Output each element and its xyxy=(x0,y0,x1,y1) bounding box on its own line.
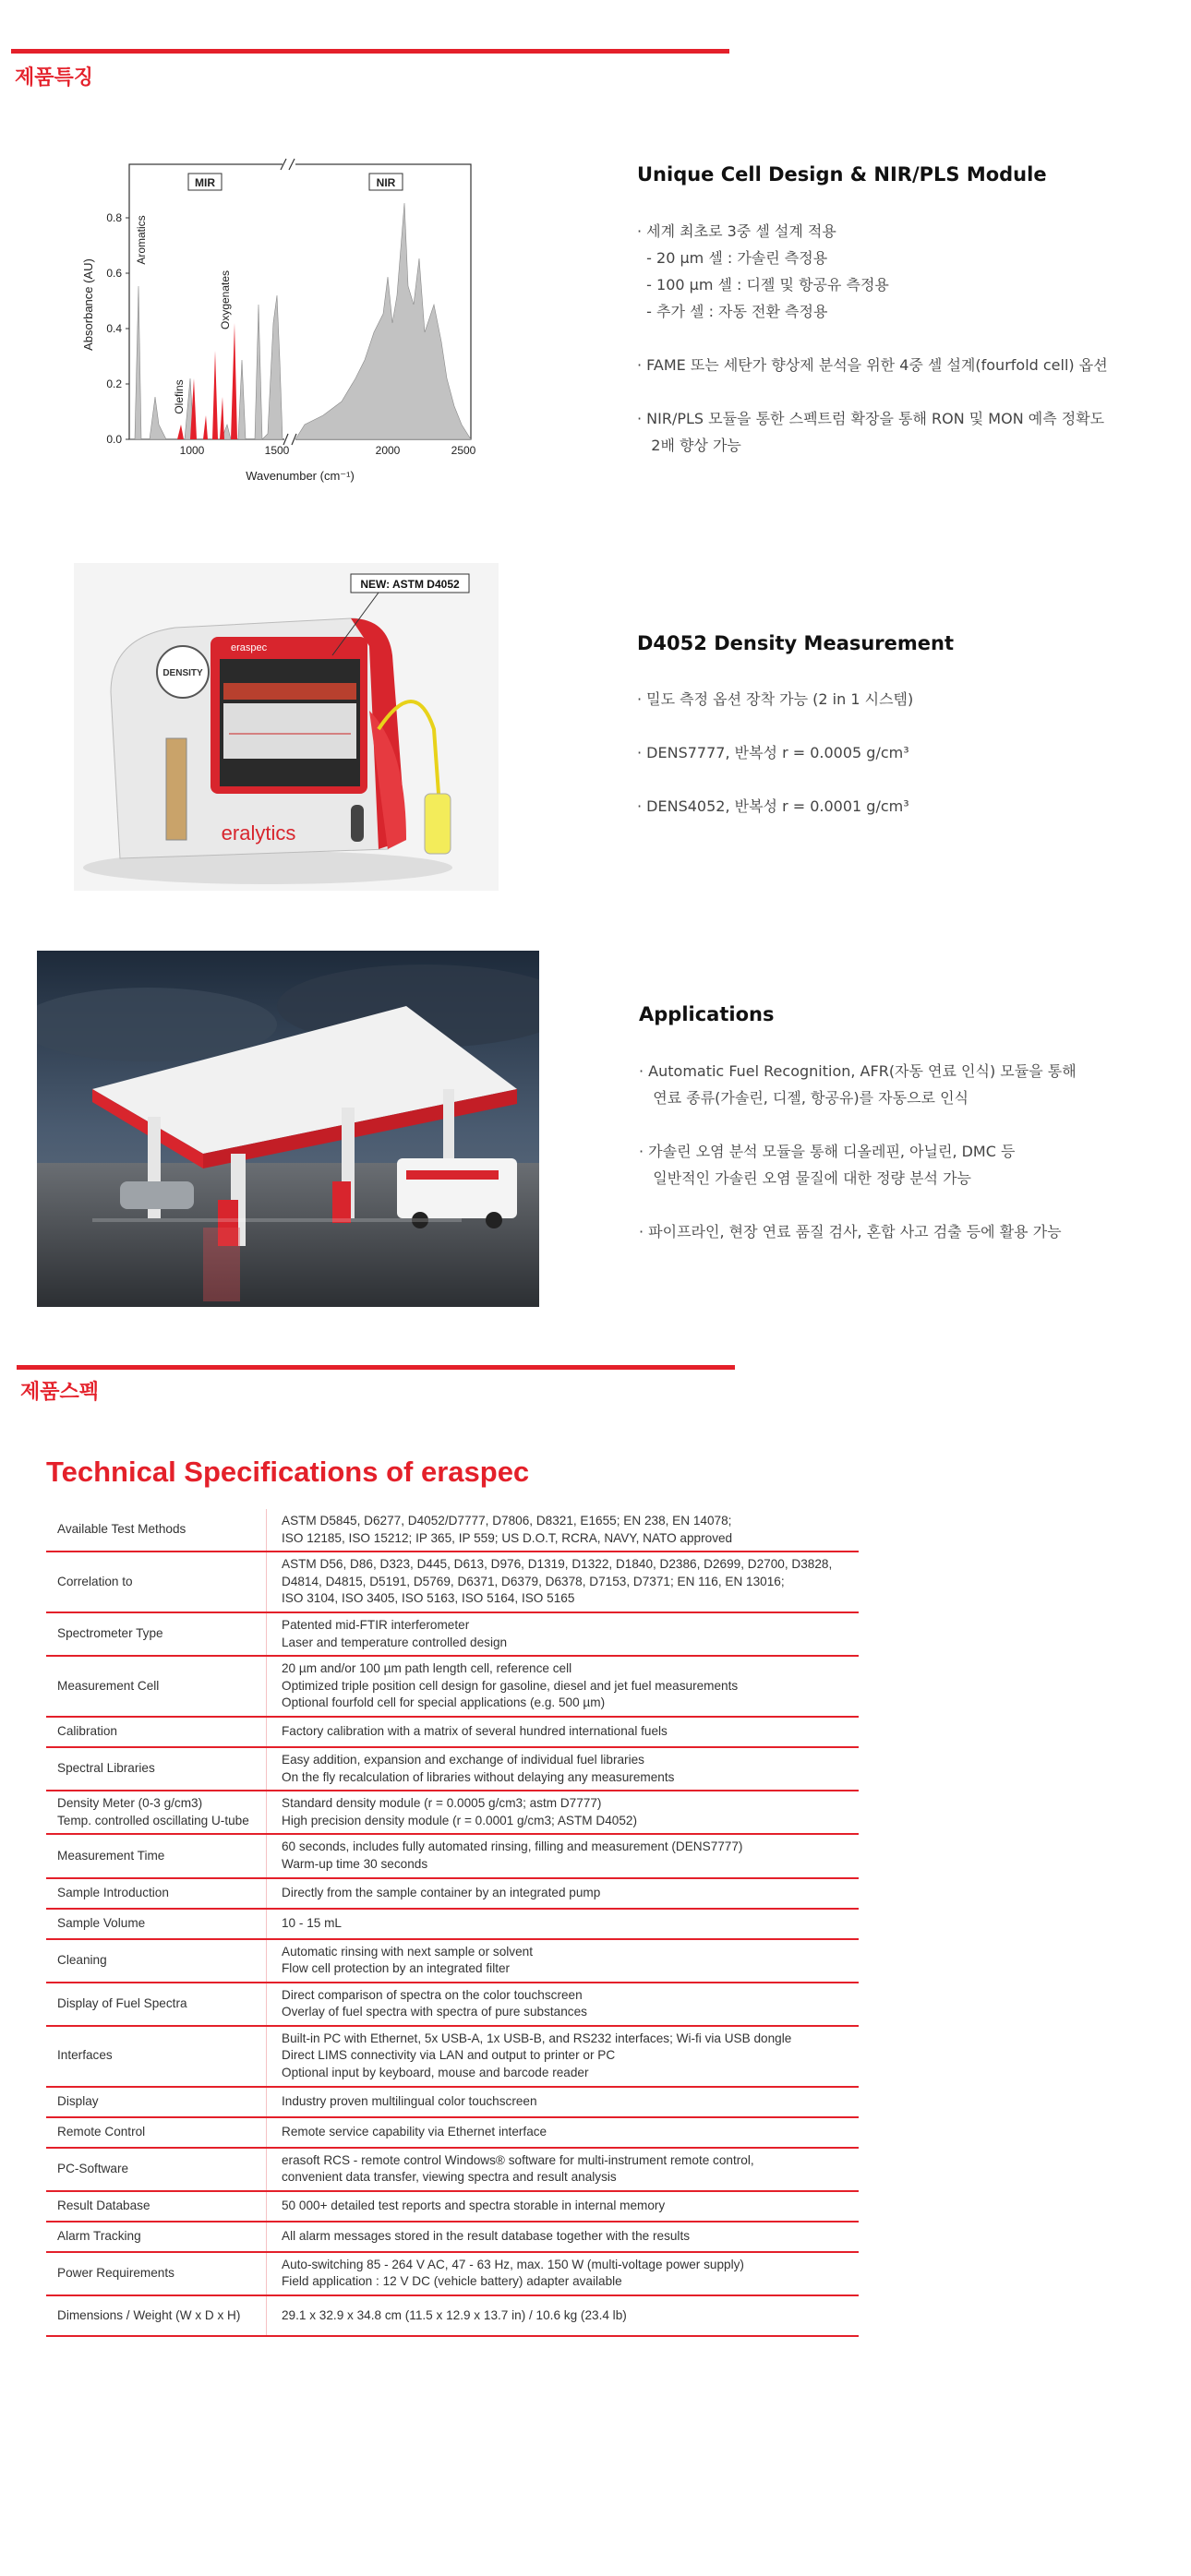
section-title-features: 제품특징 xyxy=(15,66,94,90)
spec-label: Measurement Cell xyxy=(46,1656,267,1717)
bullet-gap xyxy=(639,1111,1077,1138)
gas-station-image xyxy=(37,951,539,1307)
spec-row xyxy=(46,1747,859,1791)
spec-row xyxy=(46,1983,859,2026)
feature-bullet: · NIR/PLS 모듈을 통한 스펙트럼 확장을 통해 RON 및 MON 예측 정확도 xyxy=(637,410,1105,427)
band-label-aromatics: Aromatics xyxy=(135,215,148,265)
y-tick-label: 0.0 xyxy=(106,433,122,446)
spec-value: 50 000+ detailed test reports and spectra storable in internal memory xyxy=(267,2191,860,2222)
spec-row xyxy=(46,2026,859,2087)
feature-bullet: · DENS7777, 반복성 r = 0.0005 g/cm³ xyxy=(637,744,909,761)
spec-value: Directly from the sample container by an integrated pump xyxy=(267,1878,860,1909)
spec-row xyxy=(46,2222,859,2252)
feature-bullet: · Automatic Fuel Recognition, AFR(자동 연료 인식) 모듈을 통해 xyxy=(639,1062,1077,1080)
spec-heading xyxy=(46,1456,529,1489)
spec-value: Remote service capability via Ethernet interface xyxy=(267,2117,860,2148)
astm-callout: NEW: ASTM D4052 xyxy=(360,578,460,591)
feature-bullet: 일반적인 가솔린 오염 물질에 대한 정량 분석 가능 xyxy=(639,1169,971,1187)
section-divider xyxy=(11,49,729,54)
y-tick-label: 0.2 xyxy=(106,377,122,390)
y-tick-label: 0.4 xyxy=(106,322,122,335)
spec-value: ASTM D5845, D6277, D4052/D7777, D7806, D8321, E1655; EN 238, EN 14078; ISO 12185, ISO 15212; IP 365, IP 559; US D.O.T, RCRA, NAVY, NATO approved xyxy=(267,1509,860,1552)
spec-value: Standard density module (r = 0.0005 g/cm3; astm D7777) High precision density module (r = 0.0001 g/cm3; ASTM D4052) xyxy=(267,1791,860,1834)
feature-bullet: · 세계 최초로 3중 셀 설계 적용 xyxy=(637,222,836,240)
feature-bullet: · DENS4052, 반복성 r = 0.0001 g/cm³ xyxy=(637,797,909,815)
spec-row xyxy=(46,1612,859,1656)
feature-bullet: - 추가 셀 : 자동 전환 측정용 xyxy=(637,303,828,320)
spec-row xyxy=(46,1717,859,1747)
bullet-gap xyxy=(637,378,1108,405)
section-title-specs: 제품스펙 xyxy=(20,1381,100,1404)
spec-value: Patented mid-FTIR interferometer Laser and temperature controlled design xyxy=(267,1612,860,1656)
spec-heading-prefix: Technical Specifications of era xyxy=(46,1456,464,1488)
feature-bullets-density xyxy=(637,686,913,820)
feature-bullet: · FAME 또는 세탄가 향상제 분석을 위한 4중 셀 설계(fourfold cell) 옵션 xyxy=(637,356,1108,374)
screen-brand: eraspec xyxy=(231,642,268,653)
spec-value: 20 µm and/or 100 µm path length cell, reference cell Optimized triple position cell design for gasoline, diesel and jet fuel measurements Optional fourfold cell for special applications (e.g. 500 µm) xyxy=(267,1656,860,1717)
density-badge: DENSITY xyxy=(162,668,203,678)
spec-value: Automatic rinsing with next sample or solvent Flow cell protection by an integrated filter xyxy=(267,1939,860,1983)
spec-table xyxy=(46,1509,859,2337)
spec-label: Cleaning xyxy=(46,1939,267,1983)
spec-label: PC-Software xyxy=(46,2148,267,2191)
spec-label: Sample Introduction xyxy=(46,1878,267,1909)
spec-row xyxy=(46,2087,859,2117)
region-label-mir: MIR xyxy=(195,176,215,189)
bullet-gap xyxy=(639,1192,1077,1218)
feature-bullet: - 20 μm 셀 : 가솔린 측정용 xyxy=(637,249,828,267)
spec-label: Sample Volume xyxy=(46,1909,267,1939)
spec-label: Alarm Tracking xyxy=(46,2222,267,2252)
x-tick-label: 1500 xyxy=(264,444,290,457)
x-tick-label: 1000 xyxy=(179,444,205,457)
feature-bullet: · 밀도 측정 옵션 장착 가능 (2 in 1 시스템) xyxy=(637,690,914,708)
spec-label: Display xyxy=(46,2087,267,2117)
spec-value: 10 - 15 mL xyxy=(267,1909,860,1939)
bullet-gap xyxy=(637,325,1108,352)
spec-row xyxy=(46,1878,859,1909)
spec-row xyxy=(46,2148,859,2191)
region-label-nir: NIR xyxy=(376,176,396,189)
spec-value: 60 seconds, includes fully automated rinsing, filling and measurement (DENS7777) Warm-up time 30 seconds xyxy=(267,1834,860,1877)
spec-value: 29.1 x 32.9 x 34.8 cm (11.5 x 12.9 x 13.7 in) / 10.6 kg (23.4 lb) xyxy=(267,2295,860,2336)
spec-value: Built-in PC with Ethernet, 5x USB-A, 1x USB-B, and RS232 interfaces; Wi-fi via USB dongle Direct LIMS connectivity via LAN and output to printer or PC Optional input by keyboard, mouse and barcode reader xyxy=(267,2026,860,2087)
feature-bullet: · 파이프라인, 현장 연료 품질 검사, 혼합 사고 검출 등에 활용 가능 xyxy=(639,1223,1062,1240)
band-label-olefins: Olefins xyxy=(173,379,186,414)
device-brand: eralytics xyxy=(221,821,296,845)
spec-row xyxy=(46,1791,859,1834)
spec-row xyxy=(46,1656,859,1717)
feature-bullet: · 가솔린 오염 분석 모듈을 통해 디올레핀, 아닐린, DMC 등 xyxy=(639,1143,1016,1160)
spec-value: Factory calibration with a matrix of several hundred international fuels xyxy=(267,1717,860,1747)
feature-title-applications: Applications xyxy=(639,1003,775,1025)
x-tick-label: 2000 xyxy=(375,444,401,457)
spec-value: erasoft RCS - remote control Windows® software for multi-instrument remote control, convenient data transfer, viewing spectra and result analysis xyxy=(267,2148,860,2191)
x-tick-label: 2500 xyxy=(451,444,476,457)
eraspec-device-image xyxy=(74,563,499,891)
spec-row xyxy=(46,1834,859,1877)
spec-value: All alarm messages stored in the result database together with the results xyxy=(267,2222,860,2252)
spectrum-chart xyxy=(74,148,489,498)
bullet-gap xyxy=(637,713,913,739)
feature-bullet: - 100 μm 셀 : 디젤 및 항공유 측정용 xyxy=(637,276,889,294)
spec-value: Easy addition, expansion and exchange of individual fuel libraries On the fly recalculation of libraries without delaying any measurements xyxy=(267,1747,860,1791)
spec-row xyxy=(46,2117,859,2148)
feature-bullet: 2배 향상 가능 xyxy=(637,437,741,454)
x-axis-label: Wavenumber (cm⁻¹) xyxy=(246,469,355,483)
spec-value: Industry proven multilingual color touchscreen xyxy=(267,2087,860,2117)
spec-row xyxy=(46,1552,859,1612)
spec-label: Spectrometer Type xyxy=(46,1612,267,1656)
spec-label: Dimensions / Weight (W x D x H) xyxy=(46,2295,267,2336)
y-tick-label: 0.8 xyxy=(106,211,122,224)
spec-row xyxy=(46,2191,859,2222)
spec-heading-brand: spec xyxy=(463,1456,530,1488)
spec-label: Interfaces xyxy=(46,2026,267,2087)
spec-label: Result Database xyxy=(46,2191,267,2222)
section-divider xyxy=(17,1365,735,1370)
spec-label: Display of Fuel Spectra xyxy=(46,1983,267,2026)
spec-value: ASTM D56, D86, D323, D445, D613, D976, D1319, D1322, D1840, D2386, D2699, D2700, D3828, D4814, D4815, D5191, D5769, D6371, D6379, D6378, D7153, D7371; EN 116, EN 13016; ISO 3104, ISO 3405, ISO 5163, ISO 5164, ISO 5165 xyxy=(267,1552,860,1612)
spec-label: Remote Control xyxy=(46,2117,267,2148)
spec-value: Auto-switching 85 - 264 V AC, 47 - 63 Hz, max. 150 W (multi-voltage power supply) Field application : 12 V DC (vehicle battery) adapter available xyxy=(267,2252,860,2295)
feature-title-density: D4052 Density Measurement xyxy=(637,632,955,654)
feature-title-cell-design: Unique Cell Design & NIR/PLS Module xyxy=(637,163,1047,186)
y-tick-label: 0.6 xyxy=(106,267,122,280)
spec-label: Calibration xyxy=(46,1717,267,1747)
spec-label: Available Test Methods xyxy=(46,1509,267,1552)
spec-row xyxy=(46,1939,859,1983)
spec-row xyxy=(46,2252,859,2295)
spec-value: Direct comparison of spectra on the color touchscreen Overlay of fuel spectra with spectra of pure substances xyxy=(267,1983,860,2026)
spec-label: Power Requirements xyxy=(46,2252,267,2295)
spec-row xyxy=(46,2295,859,2336)
spec-row xyxy=(46,1509,859,1552)
feature-bullets-applications xyxy=(639,1058,1077,1245)
band-label-oxygenates: Oxygenates xyxy=(219,270,232,330)
bullet-gap xyxy=(637,766,913,793)
y-axis-label: Absorbance (AU) xyxy=(81,258,95,351)
feature-bullets-cell-design xyxy=(637,218,1108,459)
spec-label: Measurement Time xyxy=(46,1834,267,1877)
spec-row xyxy=(46,1909,859,1939)
feature-bullet: 연료 종류(가솔린, 디젤, 항공유)를 자동으로 인식 xyxy=(639,1089,969,1107)
spec-label: Spectral Libraries xyxy=(46,1747,267,1791)
spec-label: Correlation to xyxy=(46,1552,267,1612)
spec-label: Density Meter (0-3 g/cm3) Temp. controlled oscillating U-tube xyxy=(46,1791,267,1834)
